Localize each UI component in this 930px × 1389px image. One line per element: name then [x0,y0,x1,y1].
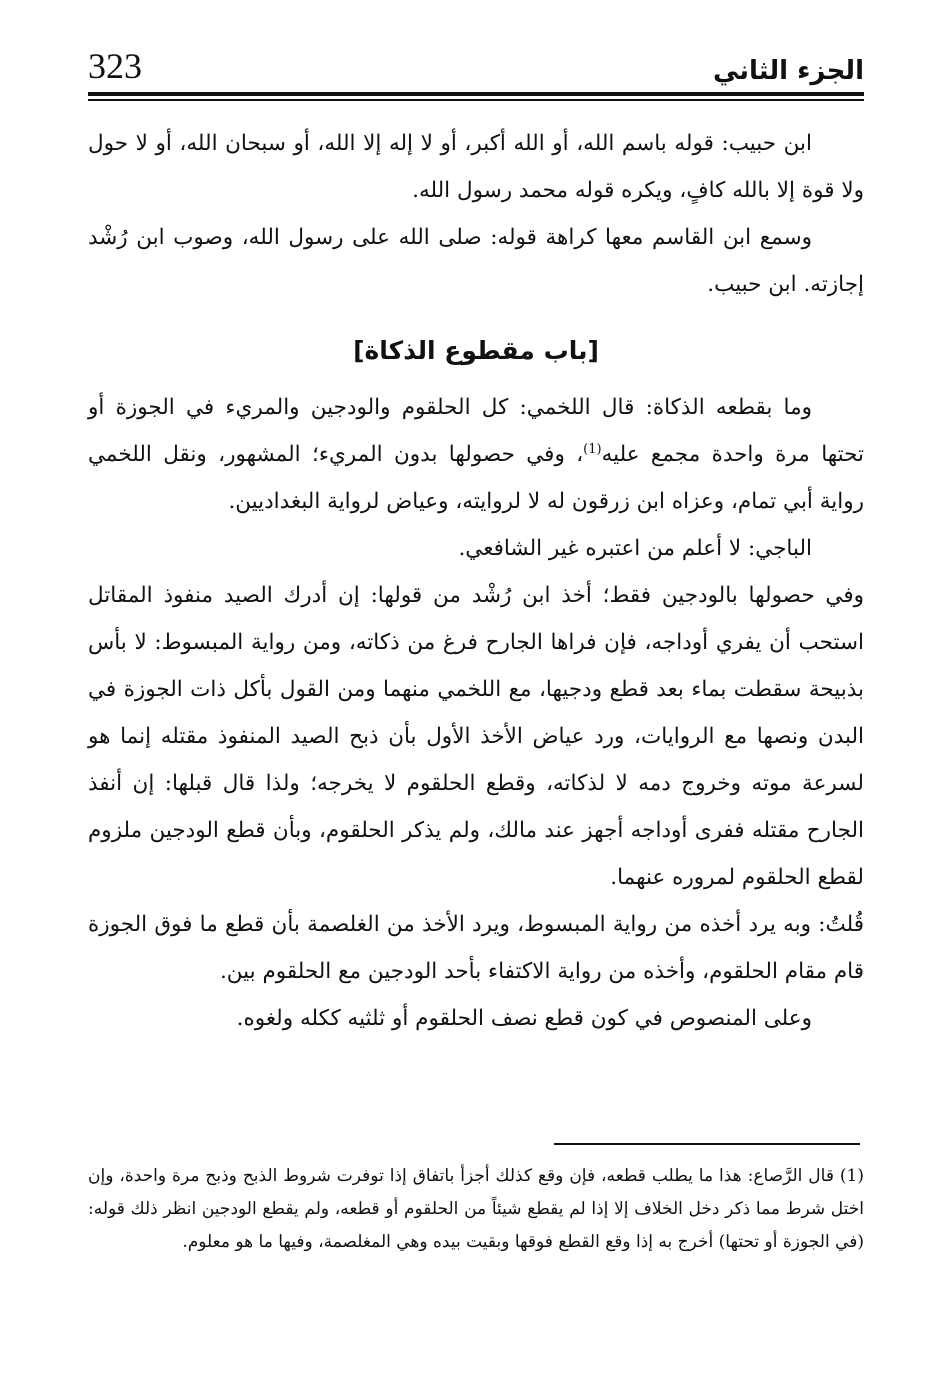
paragraph-3-text-b: ، وفي حصولها بدون المريء؛ المشهور، ونقل اللخمي رواية أبي تمام، وعزاه ابن زرقون له لا لروايته، وعياض لرواية البغداديين. [88,442,864,514]
paragraph-2: وسمع ابن القاسم معها كراهة قوله: صلى الله على رسول الله، وصوب ابن رُشْد إجازته. ابن حبيب. [88,225,864,297]
paragraph-7: وعلى المنصوص في كون قطع نصف الحلقوم أو ثلثيه ككله ولغوه. [236,1006,812,1031]
header-rule-thick [88,92,864,96]
paragraph-6: قُلتُ: وبه يرد أخذه من رواية المبسوط، ويرد الأخذ من الغلصمة بأن قطع ما فوق الجوزة قام مقام الحلقوم، وأخذه من رواية الاكتفاء بأحد الودجين مع الحلقوم بين. [88,912,864,984]
running-title: الجزء الثاني [712,56,864,86]
main-text [88,120,864,1042]
page-number: 323 [88,46,142,86]
footnote-1: (1) قال الرَّصاع: هذا ما يطلب قطعه، فإن وقع كذلك أجزأ باتفاق إذا توفرت شروط الذبح وذبح مرة واحدة، وإن اختل شرط مما ذكر دخل الخلاف إلا إذا لم يقطع شيئاً من الحلقوم أو قطعه، ولم يقطع الودجين انظر ذلك قوله: (في الجوزة أو تحتها) أخرج به إذا وقع القطع فوقها وبقيت بيده وهي المغلصمة، وفيها ما هو معلوم. [88,1166,864,1252]
paragraph-3 [88,384,864,525]
page-header [88,40,864,88]
paragraph-3-text-a: وما بقطعه الذكاة: قال اللخمي: كل الحلقوم والودجين والمريء في الجوزة أو تحتها مرة واحدة مجمع عليه [88,395,865,467]
paragraph-5: وفي حصولها بالودجين فقط؛ أخذ ابن رُشْد من قولها: إن أدرك الصيد منفوذ المقاتل استحب أن يفري أوداجه، فإن فراها الجارح فرغ من ذكاته، ومن رواية المبسوط: لا بأس بذبيحة سقطت بماء بعد قطع ودجيها، مع اللخمي منهما ومن القول بأكل ذات الجوزة في البدن ونصها مع الروايات، ورد عياض الأخذ الأول بأن ذبح الصيد المنفوذ مقتله إنما هو لسرعة موته وخروج دمه لا لذكاته، وقطع الحلقوم لا يخرجه؛ ولذا قال قبلها: إن أنفذ الجارح مقتله ففرى أوداجه أجهز عند مالك، ولم يذكر الحلقوم، وبأن قطع الودجين ملزوم لقطع الحلقوم لمروره عنهما. [88,583,864,890]
footnote-reference: (1) [583,441,602,457]
paragraph-1: ابن حبيب: قوله باسم الله، أو الله أكبر، أو لا إله إلا الله، أو سبحان الله، أو لا حول ولا قوة إلا بالله كافٍ، ويكره قوله محمد رسول الله. [88,131,864,203]
section-heading: [باب مقطوع الذكاة] [353,336,599,365]
header-rule-thin [88,99,864,101]
paragraph-4: الباجي: لا أعلم من اعتبره غير الشافعي. [458,536,812,561]
footnote-separator [554,1143,860,1145]
footnote-block [88,1160,864,1259]
